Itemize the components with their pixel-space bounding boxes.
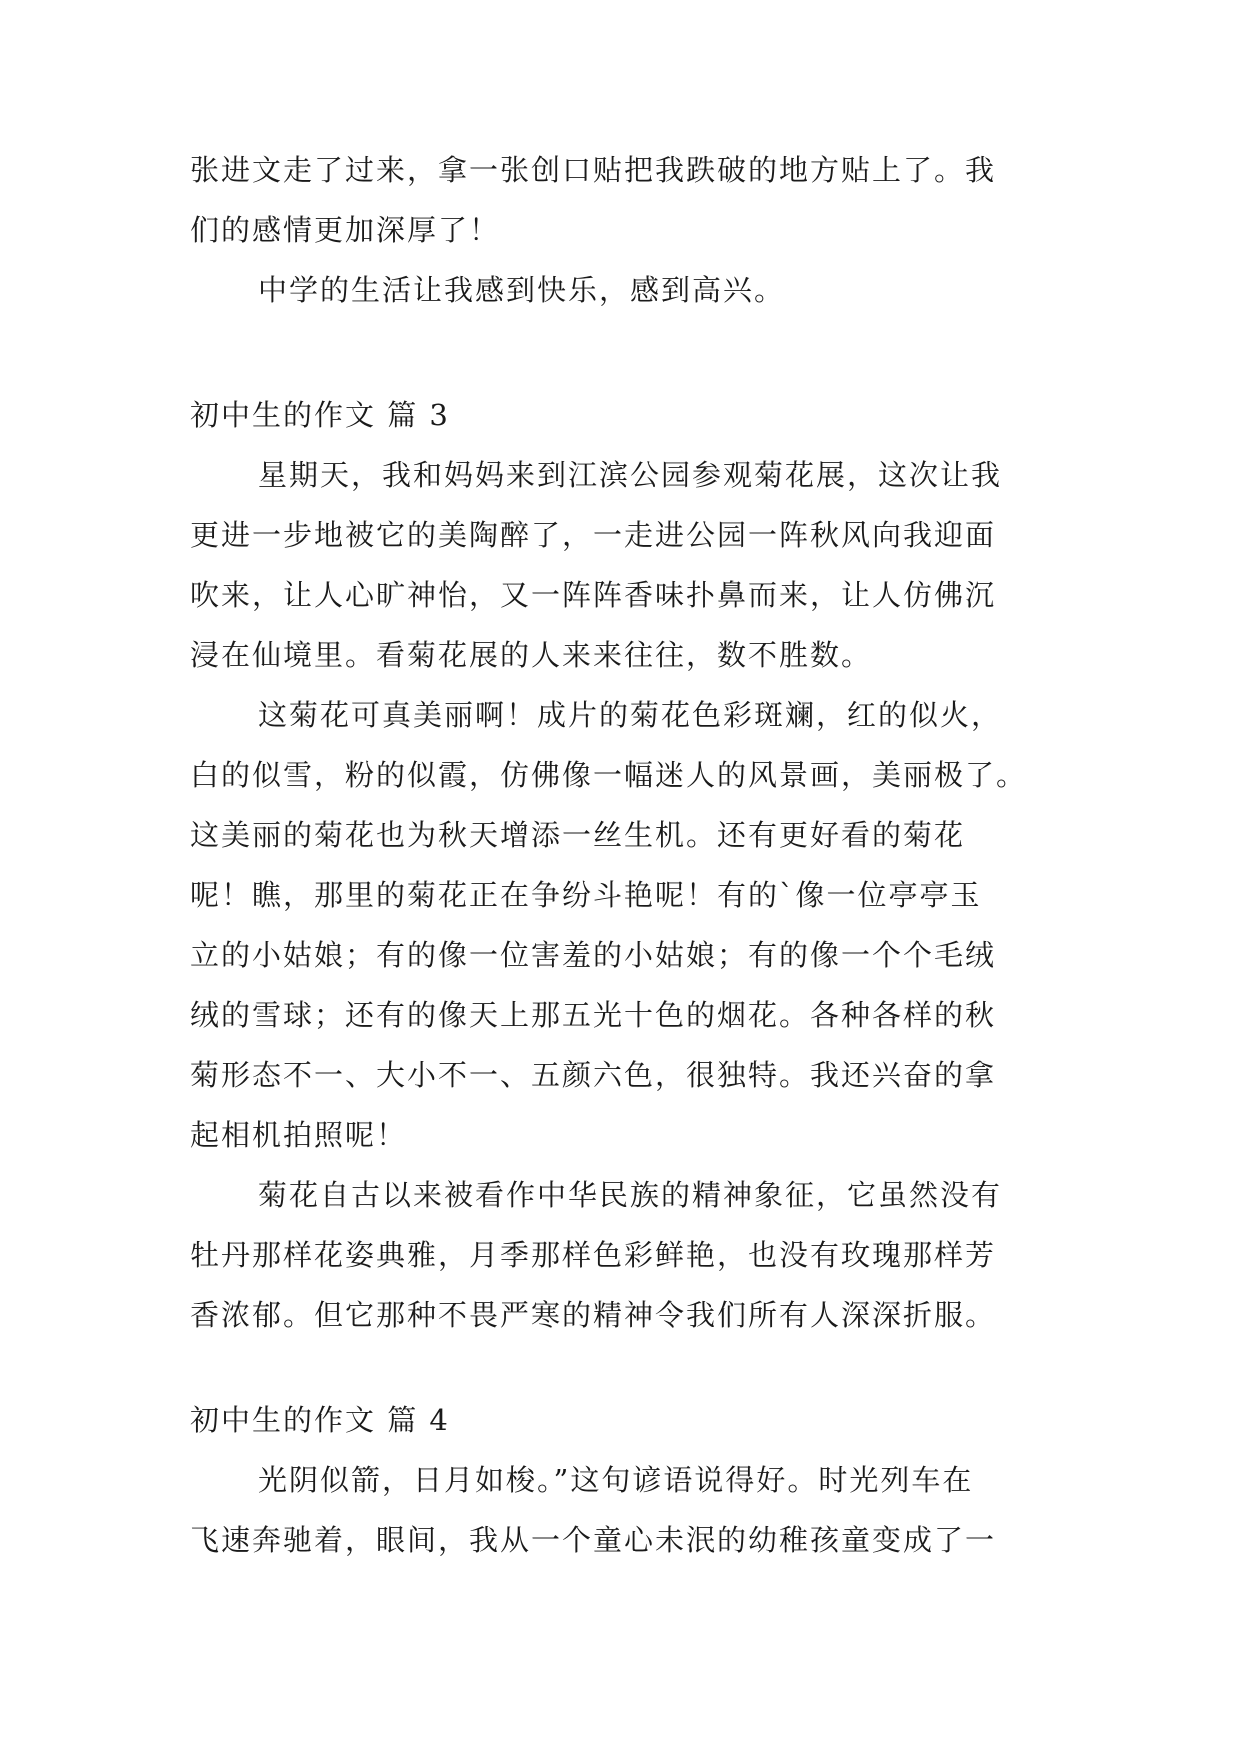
paragraph-line: 香浓郁。但它那种不畏严寒的精神令我们所有人深深折服。 (190, 1298, 997, 1332)
paragraph-line: 绒的雪球；还有的像天上那五光十色的烟花。各种各样的秋 (190, 998, 997, 1032)
section-heading: 初中生的作文 篇 3 (190, 398, 450, 432)
paragraph-line: 白的似雪，粉的似霞，仿佛像一幅迷人的风景画，美丽极了。 (190, 758, 1028, 792)
paragraph-line: 星期天，我和妈妈来到江滨公园参观菊花展，这次让我 (258, 458, 1003, 492)
paragraph-line: 这美丽的菊花也为秋天增添一丝生机。还有更好看的菊花 (190, 818, 966, 852)
paragraph-line: 们的感情更加深厚了！ (190, 213, 501, 247)
paragraph-line: 菊花自古以来被看作中华民族的精神象征，它虽然没有 (258, 1178, 1003, 1212)
paragraph-line: 中学的生活让我感到快乐，感到高兴。 (258, 273, 786, 307)
paragraph-line: 浸在仙境里。看菊花展的人来来往往，数不胜数。 (190, 638, 873, 672)
paragraph-line: 光阴似箭，日月如梭。”这句谚语说得好。时光列车在 (258, 1463, 974, 1497)
paragraph-line: 飞速奔驰着，眼间，我从一个童心未泯的幼稚孩童变成了一 (190, 1523, 997, 1557)
paragraph-line: 起相机拍照呢！ (190, 1118, 408, 1152)
paragraph-line: 菊形态不一、大小不一、五颜六色，很独特。我还兴奋的拿 (190, 1058, 997, 1092)
paragraph-line: 张进文走了过来，拿一张创口贴把我跌破的地方贴上了。我 (190, 153, 997, 187)
paragraph-line: 牡丹那样花姿典雅，月季那样色彩鲜艳，也没有玫瑰那样芳 (190, 1238, 997, 1272)
paragraph-line: 呢！瞧，那里的菊花正在争纷斗艳呢！有的`像一位亭亭玉 (190, 878, 982, 912)
paragraph-line: 立的小姑娘；有的像一位害羞的小姑娘；有的像一个个毛绒 (190, 938, 997, 972)
paragraph-line: 吹来，让人心旷神怡，又一阵阵香味扑鼻而来，让人仿佛沉 (190, 578, 997, 612)
paragraph-line: 这菊花可真美丽啊！成片的菊花色彩斑斓，红的似火， (258, 698, 1003, 732)
paragraph-line: 更进一步地被它的美陶醉了，一走进公园一阵秋风向我迎面 (190, 518, 997, 552)
section-heading: 初中生的作文 篇 4 (190, 1403, 450, 1437)
